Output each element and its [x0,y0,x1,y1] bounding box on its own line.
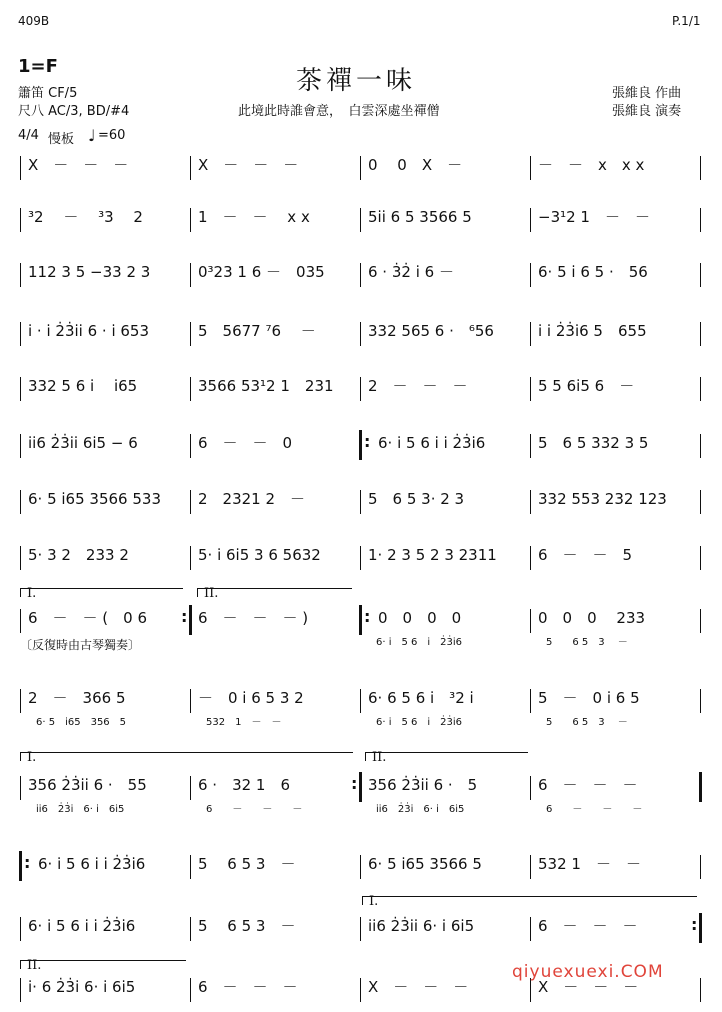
measure: i̇ i̇ 2̇3̇i̇6 5 655 [538,322,647,340]
barline [20,689,21,713]
accompaniment-measure: 6· 5 i̇65 356 5 [36,717,127,728]
barline [20,776,21,800]
volta-first-bracket [20,588,183,597]
barline [530,322,531,346]
score-row [0,428,722,468]
barline [20,609,21,633]
measure: 5 6 5 3 － [198,855,296,873]
quarter-note-icon: ♩ [88,126,96,145]
measure: 0 0 0 233 [538,609,646,627]
barline [530,689,531,713]
sheet-code: 409B [18,14,50,28]
barline [190,689,191,713]
score-row [0,849,722,889]
score-row [0,150,722,190]
barline [530,377,531,401]
repeat-dots: : [691,915,698,934]
barline [360,689,361,713]
measure: － － x x x [538,156,645,174]
volta-second-label: II. [204,586,219,601]
barline [190,434,191,458]
measure: 6 － － ( 0 6 [28,609,148,627]
barline [190,546,191,570]
barline [20,917,21,941]
repeat-start-barline [19,851,22,881]
score-row [0,540,722,580]
barline [700,978,701,1002]
measure: 5 5677 ⁷6 － [198,322,316,340]
measure: i̇i̇6 2̇3̇i̇i̇ 6i̇5 − 6 [28,434,138,452]
barline [20,208,21,232]
measure: 6 · 3̇2̇ i̇ 6 － [368,263,454,281]
barline [530,263,531,287]
measure: X － － － [368,978,469,996]
barline [20,978,21,1002]
barline [190,263,191,287]
measure: 6· i̇ 5 6 i̇ i̇ 2̇3̇i̇6 [38,855,146,873]
measure: 112 3 5 −33 2 3 [28,263,151,281]
measure: X － － － [28,156,129,174]
barline [530,434,531,458]
volta-first-label-2: I. [27,750,37,765]
barline [190,156,191,180]
barline [530,156,531,180]
measure: 6 － － 0 [198,434,293,452]
barline [190,377,191,401]
accompaniment-measure: 532 1 － － [206,717,282,728]
measure: 6· 6 5 6 i̇ ³2 i̇ [368,689,474,707]
repeat-dots: : [364,607,371,626]
score-row [0,371,722,411]
barline [190,855,191,879]
barline [360,208,361,232]
repeat-end-barline [189,605,192,635]
barline [20,490,21,514]
score-row [0,257,722,297]
barline [700,490,701,514]
barline [360,263,361,287]
composer: 張維良 作曲 [612,86,682,101]
barline [700,855,701,879]
barline [360,917,361,941]
measure: 6· 5 i̇ 6 5 · 56 [538,263,648,281]
measure: 0 0 0 0 [378,609,462,627]
barline [190,208,191,232]
barline [20,322,21,346]
accompaniment-measure: 6· i̇ 5 6 i̇ 2̇3̇i̇6 [376,717,463,728]
measure: 0³23 1 6 － 035 [198,263,325,281]
measure: i̇ · i̇ 2̇3̇i̇i̇ 6 · i̇ 653 [28,322,150,340]
measure: 1 － － x x [198,208,310,226]
tempo-value: =60 [98,128,126,143]
barline [700,208,701,232]
accompaniment-measure: i̇i̇6 2̇3̇i̇ 6· i̇ 6i̇5 [376,804,465,815]
measure: 6· 5 i̇65 3566 5 [368,855,482,873]
measure: 356 2̇3̇i̇i̇ 6 · 5 [368,776,478,794]
measure: 2 － 366 5 [28,689,126,707]
measure: 5· i̇ 6i̇5 3 6 5632 [198,546,321,564]
time-signature: 4/4 [18,128,39,143]
barline [190,917,191,941]
score-row [0,683,722,728]
volta-first-label-3: I. [369,894,379,909]
repeat-dots: : [24,853,31,872]
measure: 5 － 0 i̇ 6 5 [538,689,640,707]
measure: 6· i̇ 5 6 i̇ i̇ 2̇3̇i̇6 [28,917,136,935]
score-row [0,484,722,524]
barline [700,546,701,570]
barline [530,546,531,570]
measure: 6· i̇ 5 6 i̇ i̇ 2̇3̇i̇6 [378,434,486,452]
measure: 5· 3 2 233 2 [28,546,129,564]
measure: － 0 i̇ 6 5 3 2 [198,689,304,707]
volta-first-bracket-3 [362,896,697,905]
accompaniment-measure: 6· i̇ 5 6 i̇ 2̇3̇i̇6 [376,637,463,648]
final-barline [699,772,702,802]
volta-second-bracket-2 [365,752,528,761]
measure: 6 － － 5 [538,546,633,564]
measure: 332 565 6 · ⁶56 [368,322,494,340]
measure: 0 0 X － [368,156,463,174]
volta-second-bracket-3 [20,960,186,969]
measure: −3¹2 1 － － [538,208,650,226]
barline [190,978,191,1002]
volta-second-label-3: II. [27,958,42,973]
instrument-line-1: 簫笛 CF/5 [18,86,78,101]
barline [360,490,361,514]
barline [530,776,531,800]
barline [360,377,361,401]
barline [190,322,191,346]
accompaniment-measure: 5 6 5 3 － [546,637,628,648]
page-title: 茶禪一味 [296,66,417,96]
measure: 6 － － － [198,978,298,996]
barline [20,546,21,570]
repeat-dots: : [364,432,371,451]
page-number: P.1/1 [672,14,701,28]
barline [700,156,701,180]
measure: ³2 － ³3 2 [28,208,143,226]
measure: 332 5 6 i̇ i̇65 [28,377,138,395]
barline [20,434,21,458]
measure: 1· 2 3 5 2 3 2311 [368,546,497,564]
barline [700,609,701,633]
instrument-line-2: 尺八 AC/3, BD/#4 [18,104,130,119]
volta-first-label: I. [27,586,37,601]
barline [530,917,531,941]
measure: 356 2̇3̇i̇i̇ 6 · 55 [28,776,147,794]
measure: 6 － － － [538,917,638,935]
barline [20,377,21,401]
accompaniment-measure: i̇i̇6 2̇3̇i̇ 6· i̇ 6i̇5 [36,804,125,815]
lyrics-line: 此境此時誰會意， 白雲深處坐禪僧 [238,104,440,119]
barline [360,322,361,346]
barline [530,490,531,514]
measure: 5i̇i̇ 6 5 3566 5 [368,208,472,226]
barline [530,208,531,232]
score-row [0,202,722,242]
score-row [0,911,722,951]
measure: 3566 53¹2 1 231 [198,377,334,395]
score-row [0,770,722,815]
barline [700,322,701,346]
measure: 6 － － － ) [198,609,309,627]
accompaniment-measure: 6 － － － [206,804,303,815]
barline [700,263,701,287]
barline [190,776,191,800]
barline [700,689,701,713]
performer: 張維良 演奏 [612,104,682,119]
measure: 5 5 6i̇5 6 － [538,377,635,395]
measure: 332 553 232 123 [538,490,667,508]
volta-first-bracket-2 [20,752,353,761]
barline [360,546,361,570]
barline [700,377,701,401]
measure: 6 · 32 1 6 [198,776,291,794]
measure: X － － － [198,156,299,174]
watermark: qiyuexuexi.COM [512,962,664,982]
accompaniment-measure: 5 6 5 3 － [546,717,628,728]
repeat-dots: : [181,607,188,626]
repeat-start-barline [359,605,362,635]
measure: X － － － [538,978,639,996]
barline [190,490,191,514]
measure: 5 6 5 3· 2 3 [368,490,465,508]
repeat-end-barline [359,772,362,802]
measure: 5 6 5 332 3 5 [538,434,649,452]
repeat-dots: : [351,774,358,793]
barline [530,609,531,633]
tempo-label: 慢板 [48,132,75,147]
measure: i̇i̇6 2̇3̇i̇i̇ 6· i̇ 6i̇5 [368,917,475,935]
barline [360,855,361,879]
measure: 6 － － － [538,776,638,794]
barline [530,855,531,879]
barline [360,156,361,180]
measure: 2 2321 2 － [198,490,306,508]
repeat-annotation: 〔反復時由古琴獨奏〕 [20,638,141,652]
volta-second-bracket [197,588,352,597]
barline [360,978,361,1002]
barline [700,434,701,458]
key-signature: 1=F [18,56,58,77]
measure: 2 － － － [368,377,468,395]
barline [20,156,21,180]
repeat-start-barline [359,430,362,460]
measure: 6· 5 i̇65 3566 533 [28,490,161,508]
measure: i̇· 6 2̇3̇i̇ 6· i̇ 6i̇5 [28,978,136,996]
volta-second-label-2: II. [372,750,387,765]
repeat-end-barline [699,913,702,943]
score-row [0,316,722,356]
measure: 5 6 5 3 － [198,917,296,935]
barline [20,263,21,287]
measure: 532 1 － － [538,855,641,873]
accompaniment-measure: 6 － － － [546,804,643,815]
